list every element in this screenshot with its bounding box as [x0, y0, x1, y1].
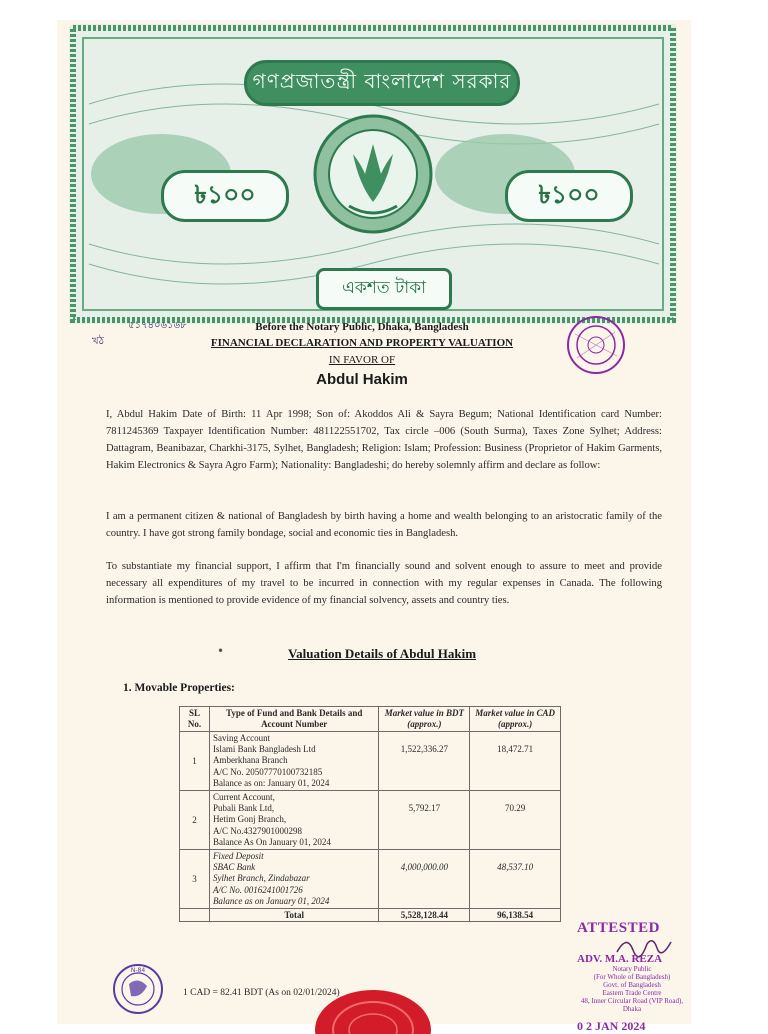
- stamp-banner: গণপ্রজাতন্ত্রী বাংলাদেশ সরকার: [244, 60, 520, 106]
- row-bdt: 4,000,000.00: [379, 850, 470, 909]
- table-total-row: [180, 909, 561, 922]
- col-header-cad: Market value in CAD (approx.): [470, 707, 561, 732]
- solvency-paragraph: To substantiate my financial support, I affirm that I'm financially sound and solvent enough to assure to meet and provide necessary all expenditures of my travel to be incurred in connection with my regular expenses in Canada. The following information is mentioned to provide evidence of my financial solvency, assets and country ties.: [106, 561, 662, 606]
- declarant-name: Abdul Hakim: [316, 371, 408, 388]
- header-notary: Before the Notary Public, Dhaka, Bangladesh: [255, 321, 469, 333]
- notary-line: (For Whole of Bangladesh): [593, 973, 671, 981]
- header-title: FINANCIAL DECLARATION AND PROPERTY VALUATION: [210, 337, 514, 349]
- notary-seal-icon: [565, 314, 627, 376]
- stamp-paper: [69, 24, 677, 324]
- col-header-fund: Type of Fund and Bank Details and Account Number: [209, 707, 379, 732]
- stamp-serial: ৫১৭৪০৬১৬৮: [128, 320, 187, 331]
- amount-in-words: একশত টাকা: [316, 268, 452, 310]
- row-sl: 1: [180, 732, 210, 791]
- exchange-rate-note: 1 CAD = 82.41 BDT (As on 02/01/2024): [183, 988, 340, 998]
- row-sl: 2: [180, 791, 210, 850]
- notary-line: Eastern Trade Centre: [602, 989, 662, 997]
- col-header-sl: SL No.: [180, 707, 210, 732]
- detail-line: A/C No. 20507770100732185: [212, 766, 323, 777]
- detail-line: Hetim Gonj Branch,: [212, 814, 287, 825]
- notary-line: Govt. of Bangladesh: [603, 981, 661, 989]
- round-seal-icon: [111, 962, 165, 1016]
- notary-line: Notary Public: [612, 965, 652, 973]
- detail-line: Balance as on January 01, 2024: [212, 895, 330, 906]
- row-sl: 3: [180, 850, 210, 909]
- detail-line: Amberkhana Branch: [212, 755, 288, 766]
- table-row: [180, 791, 561, 850]
- declaration-paragraph: I, Abdul Hakim Date of Birth: 11 Apr 1998; Son of: Akoddos Ali & Sayra Begum; National Identification card Number: 7811245369 Taxpayer Identification Number: 481122551702, Tax circle –006 (South Surma), Taxes Zone Sylhet; Address: Dattagram, Beanibazar, Charkhi-3175, Sylhet, Bangladesh; Religion: Islam; Profession: Business (Proprietor of Hakim Garments, Hakim Electronics & Sayra Agro Farm); Nationality: Bangladeshi; do hereby solemnly affirm and declare as follow:: [106, 409, 662, 471]
- detail-line: A/C No. 0016241001726: [212, 884, 303, 895]
- detail-line: SBAC Bank: [212, 862, 256, 873]
- wax-seal-icon: [313, 988, 433, 1028]
- attestation-date: 0 2 JAN 2024: [577, 1019, 646, 1033]
- serial-mark: খঠ: [92, 336, 104, 347]
- table-row: [180, 732, 561, 791]
- denomination-left: ৳১০০: [161, 170, 289, 222]
- detail-line: Sylhet Branch, Zindabazar: [212, 873, 310, 884]
- col-header-bdt: Market value in BDT (approx.): [379, 707, 470, 732]
- row-bdt: 5,792.17: [379, 791, 470, 850]
- section-heading: 1. Movable Properties:: [123, 682, 235, 694]
- total-cad: 96,138.54: [470, 909, 561, 922]
- valuation-title: Valuation Details of Abdul Hakim: [287, 646, 477, 661]
- row-details: [209, 850, 379, 909]
- row-cad: 70.29: [470, 791, 561, 850]
- total-bdt: 5,528,128.44: [379, 909, 470, 922]
- total-label: Total: [209, 909, 379, 922]
- detail-line: Saving Account: [212, 733, 271, 743]
- row-cad: 18,472.71: [470, 732, 561, 791]
- row-bdt: 1,522,336.27: [379, 732, 470, 791]
- header-in-favor: IN FAVOR OF: [328, 354, 396, 366]
- detail-line: Balance as on: January 01, 2024: [212, 777, 330, 788]
- document-page: [57, 20, 691, 1033]
- attested-stamp: ATTESTED: [577, 920, 660, 936]
- detail-line: Fixed Deposit: [212, 851, 264, 862]
- detail-line: Balance As On January 01, 2024: [212, 836, 331, 847]
- notary-name: ADV. M.A. REZA: [577, 953, 663, 965]
- citizenship-paragraph: I am a permanent citizen & national of Bangladesh by birth having a home and wealth belonging to an aristocratic family of the country. I have got strong family bondage, social and economic ties in Bangladesh.: [106, 511, 662, 539]
- detail-line: A/C No.4327901000298: [212, 825, 302, 836]
- denomination-right: ৳১০০: [505, 170, 633, 222]
- bullet-dot: •: [217, 644, 225, 658]
- notary-line: 48, Inner Circular Road (VIP Road), Dhaka: [580, 997, 684, 1013]
- row-cad: 48,537.10: [470, 850, 561, 909]
- valuation-table: [179, 706, 561, 922]
- attestation-block: [577, 920, 687, 1034]
- detail-line: Islami Bank Bangladesh Ltd: [212, 744, 316, 755]
- detail-line: Current Account,: [212, 792, 275, 803]
- row-details: [209, 791, 379, 850]
- row-details: [209, 732, 379, 791]
- seal-label: N-84: [130, 967, 146, 974]
- table-header-row: [180, 707, 561, 732]
- table-row: [180, 850, 561, 909]
- detail-line: Pubali Bank Ltd,: [212, 803, 275, 814]
